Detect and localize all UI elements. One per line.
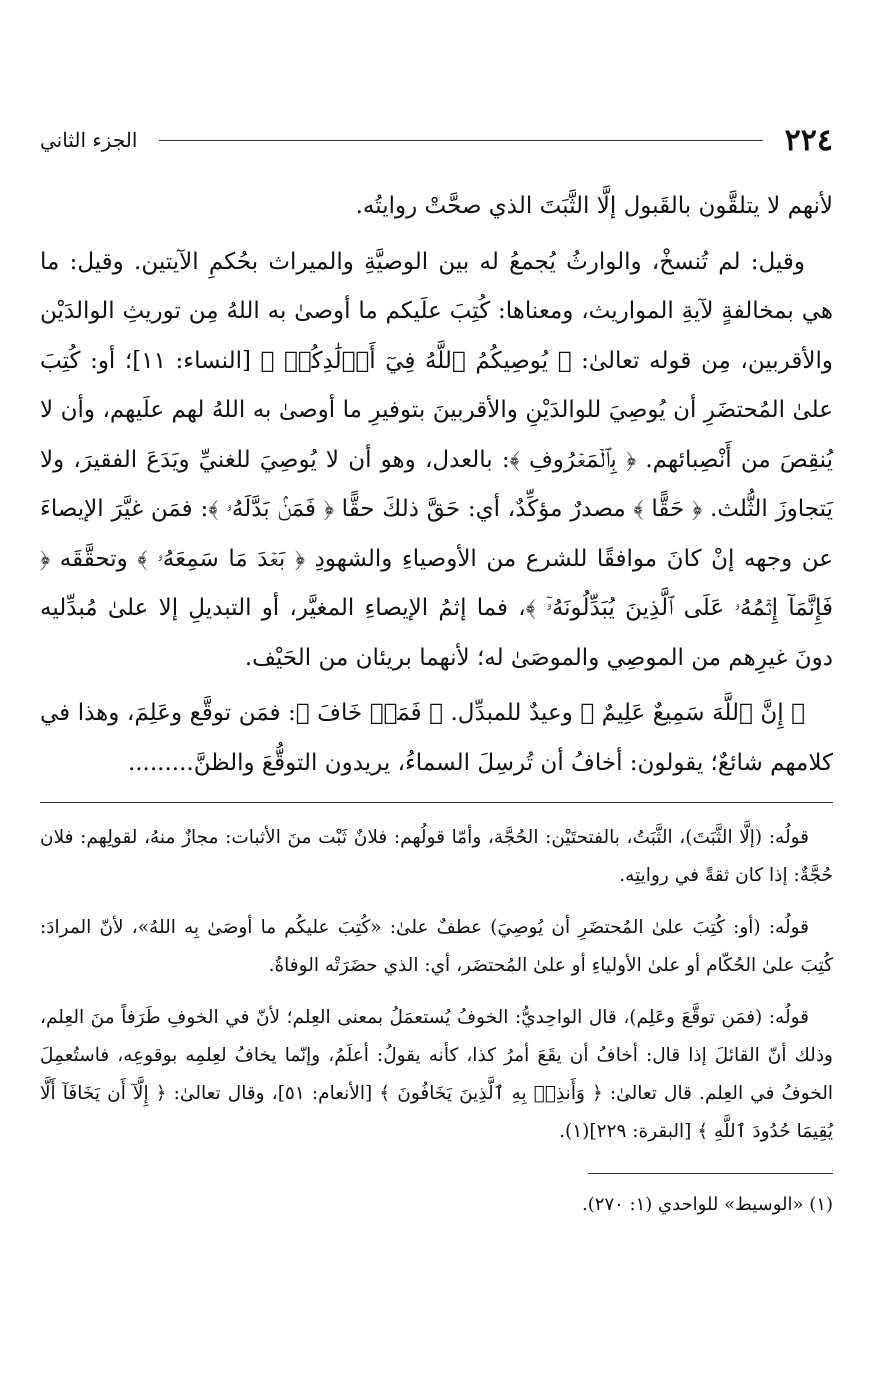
commentary-paragraph: قولُه: (فمَن توقَّعَ وعَلِم)، قال الواحِديُّ: الخوفُ يُستعمَلُ بمعنى العِلم؛ لأنّ في الخوفِ طَرَفاً منَ العِلم، وذلك أنّ القائلَ إذا قال: أخافُ أن يقَعَ أمرُ كذا، كأنه يقولُ: أعلَمُ، وإنّما يخافُ لعِلمِه بوقوعِه، فاستُعمِلَ الخوفُ في العِلم. قال تعالىٰ: ﴿ وَأَنذِرۡ بِهِ ٱلَّذِينَ يَخَافُونَ ﴾ [الأنعام: ٥١]، وقال تعالىٰ: ﴿ إِلَّآ أَن يَخَافَآ أَلَّا يُقِيمَا حُدُودَ ٱللَّهِ ﴾ [البقرة: ٢٢٩](١). <box>40 1007 833 1142</box>
main-text <box>40 182 833 788</box>
main-paragraph: لأنهم لا يتلقَّون بالقَبول إلَّا الثَّبَتَ الذي صحَّتْ روايتُه. <box>355 193 833 219</box>
commentary <box>40 819 833 1151</box>
main-paragraph: وقيل: لم تُنسخْ، والوارثُ يُجمعُ له بين الوصيَّةِ والميراث بحُكمِ الآيتين. وقيل: ما هي بمخالفةٍ لآيةِ المواريث، ومعناها: كُتِبَ علَيكم ما أوصىٰ به اللهُ مِن توريثِ الوالدَيْن والأقربين، مِن قوله تعالىٰ: ﴿ يُوصِيكُمُ ٱللَّهُ فِيٓ أَوۡلَٰدِكُمۡ ﴾ [النساء: ١١]؛ أو: كُتِبَ علىٰ المُحتضَرِ أن يُوصِيَ للوالدَيْنِ والأقربينَ بتوفيرِ ما أوصىٰ به اللهُ لهم علَيهم، وأن لا يُنقِصَ من أَنْصِبائهم. ﴿ بِٱلۡمَعۡرُوفِ ﴾: بالعدل، وهو أن لا يُوصِيَ للغنيِّ ويَدَعَ الفقيرَ، ولا يَتجاوزَ الثُّلث. ﴿ حَقًّا ﴾ مصدرٌ مؤكِّدٌ، أي: حَقَّ ذلكَ حقًّا ﴿ فَمَنۢ بَدَّلَهُۥ ﴾: فمَن غيَّرَ الإيصاءَ عن وجهه إنْ كانَ موافقًا للشرع من الأوصياءِ والشهودِ ﴿ بَعۡدَ مَا سَمِعَهُۥ ﴾ وتحقَّقَه ﴿ فَإِنَّمَآ إِثۡمُهُۥ عَلَى ٱلَّذِينَ يُبَدِّلُونَهُۥٓ ﴾، فما إثمُ الإيصاءِ المغيَّر، أو التبديلِ إلا علىٰ مُبدِّليه دونَ غيرِهم من الموصِي والموصَىٰ له؛ لأنهما بريئان من الحَيْف. <box>40 248 833 671</box>
footnote: (١) «الوسيط» للواحدي (١: ٢٧٠). <box>582 1194 833 1215</box>
footnote-rule <box>588 1173 833 1174</box>
page-number: ٢٢٤ <box>784 122 833 158</box>
page-header <box>40 118 833 162</box>
main-paragraph: ﴿ إِنَّ ٱللَّهَ سَمِيعٌ عَلِيمٌ ﴾ وعيدٌ للمبدِّل. ﴿ فَمَنۡ خَافَ ﴾: فمَن توقَّع وعَلِمَ، وهذا في كلامهم شائعٌ؛ يقولون: أخافُ أن تُرسِلَ السماءُ، يريدون التوقُّعَ والظنَّ......... <box>40 700 833 776</box>
header-rule <box>159 140 762 141</box>
commentary-paragraph: قولُه: (أو: كُتِبَ علىٰ المُحتضَرِ أن يُوصِيَ) عطفٌ علىٰ: «كُتِبَ عليكُم ما أوصَىٰ بِه اللهُ»، لأنّ المرادَ: كُتِبَ علىٰ الحُكّام أو علىٰ الأولياءِ أو علىٰ المُحتضَر، أي: الذي حضَرَتْه الوفاةُ. <box>40 917 833 976</box>
commentary-paragraph: قولُه: (إلَّا الثَّبَتَ)، الثَّبَتُ، بالفتحتَيْن: الحُجَّة، وأمّا قولُهم: فلانٌ ثَبْت منَ الأثبات: مجازٌ منهُ، لقولِهم: فلان حُجَّةٌ: إذا كان ثقةً في روايتِه. <box>40 827 833 886</box>
commentary-divider <box>40 802 833 803</box>
running-head: الجزء الثاني <box>40 128 138 152</box>
